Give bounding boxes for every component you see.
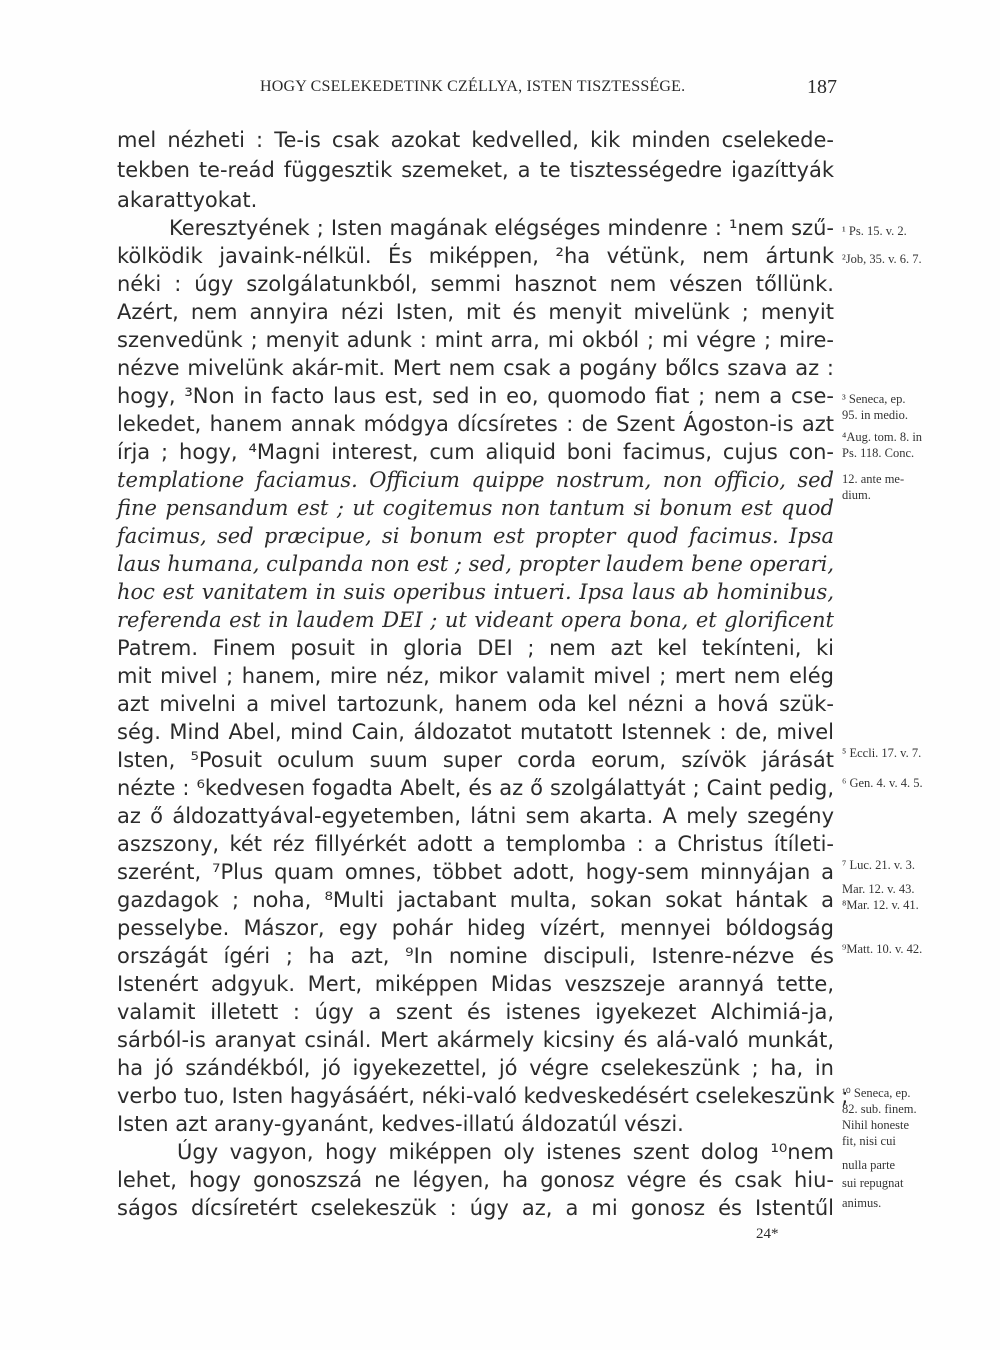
signature-mark: 24* (756, 1226, 779, 1242)
text-line: nézte : ⁶kedvesen fogadta Abelt, és az ő szolgálattyát ; Caint pedig, (117, 776, 834, 800)
marginal-note: ⁷ Luc. 21. v. 3. (842, 858, 915, 872)
marginal-note: ⁴Aug. tom. 8. in (842, 430, 923, 444)
text-line: írja ; hogy, ⁴Magni interest, cum aliquid boni facimus, cujus con- (117, 440, 834, 464)
text-line: kölködik javaink-nélkül. És miképpen, ²ha vétünk, nem ártunk (117, 244, 834, 268)
marginal-note: ⁵ Eccli. 17. v. 7. (842, 746, 922, 760)
text-line: tekben te-reád függesztik szemeket, a te tisztességedre igazíttyák (117, 158, 834, 182)
text-line: facimus, sed præcipue, si bonum est propter quod facimus. Ipsa (117, 524, 834, 548)
marginal-note: dium. (842, 488, 871, 502)
text-line: szenvedünk ; menyit adunk : mint arra, mi okból ; mi végre ; mire- (117, 328, 834, 352)
text-line: hogy, ³Non in facto laus est, sed in eo, quomodo fiat ; nem a cse- (117, 384, 834, 408)
marginal-note: 95. in medio. (842, 408, 908, 422)
text-line: aszszony, két réz fillyérkét adott a templomba : a Christus ítíleti- (117, 832, 834, 856)
text-line: az ő áldozattyával-egyetemben, látni sem akarta. A mely szegény (117, 804, 834, 828)
text-line: azt mivelni a mivel tartozunk, hanem oda kel nézni a hová szük- (117, 692, 834, 716)
text-line: szerént, ⁷Plus quam omnes, többet adott, hogy-sem minnyájan a (117, 860, 834, 884)
text-line: Azért, nem annyira nézi Isten, mit és menyit mivelünk ; menyit (117, 300, 834, 324)
text-line: ha jó szándékból, jó igyekezettel, jó végre cselekeszünk ; ha, in (117, 1056, 834, 1080)
marginal-note: fit, nisi cui (842, 1134, 896, 1148)
running-header (112, 76, 837, 102)
text-line: Istenért adgyuk. Mert, miképpen Midas veszszeje arannyá tette, (117, 972, 834, 996)
text-line: akarattyokat. (117, 188, 258, 212)
marginal-note: Nihil honeste (842, 1118, 910, 1132)
text-line: lekedet, hanem annak módgya dícsíretes : de Szent Ágoston-is azt (117, 412, 834, 436)
text-line: néki : úgy szolgálatunkból, semmi hasznot nem vészen tőllünk. (117, 272, 834, 296)
text-line: valamit illetett : úgy a szent és istenes igyekezet Alchimiá-ja, (117, 1000, 834, 1024)
marginal-note: ¹ Ps. 15. v. 2. (842, 224, 907, 238)
page-number: 187 (807, 76, 837, 98)
marginal-note: ²Job, 35. v. 6. 7. (842, 252, 922, 266)
text-line: referenda est in laudem DEI ; ut videant opera bona, et glorificent (117, 608, 834, 632)
running-head-title: HOGY CSELEKEDETINK CZÉLLYA, ISTEN TISZTESSÉGE. (260, 78, 686, 95)
text-line: Isten azt arany-gyanánt, kedves-illatú áldozatúl vészi. (117, 1112, 684, 1136)
text-line: mit mivel ; hanem, mire néz, mikor valamit mivel ; mert nem elég (117, 664, 834, 688)
text-line: nézve mivelünk akár-mit. Mert nem csak a pogány bőlcs szava az : (117, 356, 834, 380)
text-line: Patrem. Finem posuit in gloria DEI ; nem azt kel tekínteni, ki (117, 636, 834, 660)
marginal-note: animus. (842, 1196, 882, 1210)
marginal-note: sui repugnat (842, 1176, 904, 1190)
text-line: ságos dícsíretért cselekeszük : úgy az, a mi gonosz és Istentűl (117, 1196, 834, 1220)
text-line: országát ígéri ; ha azt, ⁹In nomine discipuli, Istenre-nézve és (117, 944, 834, 968)
text-line: mel nézheti : Te-is csak azokat kedvelled, kik minden cselekede- (117, 128, 834, 152)
marginal-note: nulla parte (842, 1158, 896, 1172)
marginal-note: ⁹Matt. 10. v. 42. (842, 942, 923, 956)
marginal-note: ⁸Mar. 12. v. 41. (842, 898, 919, 912)
marginal-note: ³ Seneca, ep. (842, 392, 906, 406)
marginal-note: Ps. 118. Conc. (842, 446, 915, 460)
text-line: lehet, hogy gonoszszá ne légyen, ha gonosz végre és csak hiu- (117, 1168, 834, 1192)
text-line: fine pensandum est ; ut cogitemus non tantum si bonum est quod (117, 496, 834, 520)
marginal-note: 12. ante me- (842, 472, 905, 486)
marginal-note: Mar. 12. v. 43. (842, 882, 915, 896)
text-line: pesselybe. Mászor, egy pohár hideg vízért, mennyei bóldogság (117, 916, 834, 940)
text-line: ség. Mind Abel, mind Cain, áldozatot mutatott Istennek : de, mivel (117, 720, 834, 744)
marginal-note: 82. sub. finem. (842, 1102, 917, 1116)
text-line: sárból-is aranyat csinál. Mert akármely kicsiny és alá-való munkát, (117, 1028, 834, 1052)
text-line: gazdagok ; noha, ⁸Multi jactabant multa, sokan sokat hántak a (117, 888, 834, 912)
text-line: Keresztyének ; Isten magának elégséges mindenre : ¹nem szű- (169, 216, 834, 240)
text-line: Isten, ⁵Posuit oculum suum super corda eorum, szívök járását (117, 748, 834, 772)
marginal-note: ¹⁰ Seneca, ep. (842, 1086, 911, 1100)
text-line: verbo tuo, Isten hagyásáért, néki-való kedveskedésért cselekeszünk ; (117, 1084, 849, 1108)
text-line: templatione faciamus. Officium quippe nostrum, non officio, sed (117, 468, 834, 492)
text-line: Úgy vagyon, hogy miképpen oly istenes szent dolog ¹⁰nem (177, 1140, 834, 1164)
text-line: hoc est vanitatem in suis operibus intueri. Ipsa laus ab hominibus, (117, 580, 834, 604)
marginal-note: ⁶ Gen. 4. v. 4. 5. (842, 776, 923, 790)
text-line: laus humana, culpanda non est ; sed, propter laudem bene operari, (117, 552, 835, 576)
